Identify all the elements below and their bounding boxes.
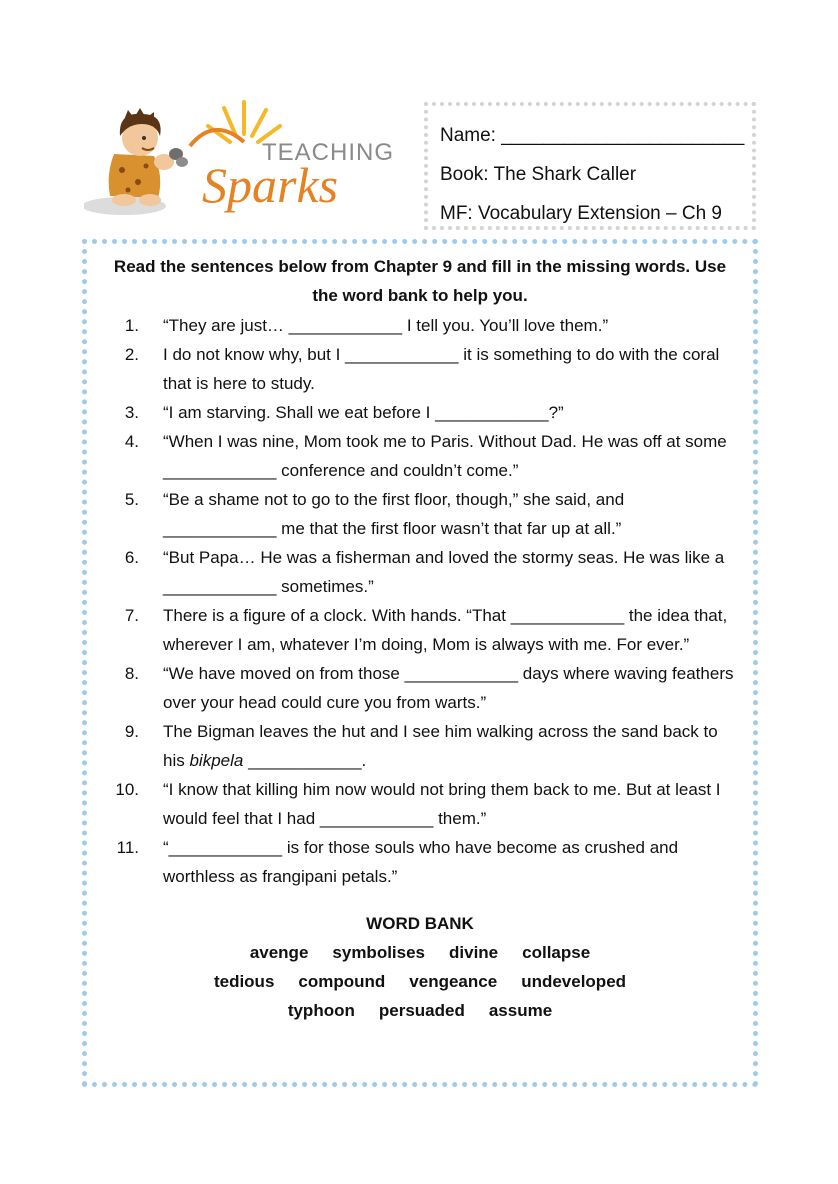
question-6 <box>99 543 741 601</box>
question-number: 11. <box>116 838 139 857</box>
question-text: I do not know why, but I ____________ it is something to do with the coral that is here to study. <box>163 345 720 393</box>
caveman-mascot-icon <box>84 96 396 222</box>
question-text: “Be a shame not to go to the first floor, though,” she said, and ____________ me that the first floor wasn’t that far up at all.” <box>163 490 625 538</box>
logo-sparks-text: Sparks <box>202 157 339 213</box>
question-text: “We have moved on from those ____________ days where waving feathers over your head could cure you from warts.” <box>163 664 734 712</box>
word-bank-row-3 <box>99 996 741 1025</box>
question-text-end: ____________. <box>243 751 367 770</box>
question-number: 6. <box>124 548 139 567</box>
word-bank-title: WORD BANK <box>366 914 474 933</box>
question-number: 10. <box>115 780 139 799</box>
question-4 <box>99 427 741 485</box>
word-bank-word: tedious <box>213 972 275 991</box>
word-bank-word: typhoon <box>287 1001 355 1020</box>
question-text: There is a figure of a clock. With hands. “That ____________ the idea that, wherever I am, whatever I’m doing, Mom is always with me. For ever.” <box>163 606 728 654</box>
question-1 <box>99 311 741 340</box>
question-text: “I am starving. Shall we eat before I ____________?” <box>163 403 564 422</box>
question-text: “They are just… ____________ I tell you. You’ll love them.” <box>163 316 609 335</box>
question-11 <box>99 833 741 891</box>
question-number: 5. <box>124 490 139 509</box>
question-3 <box>99 398 741 427</box>
book-label: Book: The Shark Caller <box>440 164 637 185</box>
question-list <box>99 311 741 891</box>
question-2 <box>99 340 741 398</box>
question-7 <box>99 601 741 659</box>
mf-label: MF: Vocabulary Extension – Ch 9 <box>440 203 722 224</box>
question-5 <box>99 485 741 543</box>
question-text: “When I was nine, Mom took me to Paris. Without Dad. He was off at some ____________ conference and couldn’t come.” <box>163 432 727 480</box>
student-info-box <box>424 102 756 230</box>
question-10 <box>99 775 741 833</box>
question-number: 9. <box>124 722 139 741</box>
word-bank-word: vengeance <box>409 972 498 991</box>
question-text: “____________ is for those souls who have become as crushed and worthless as frangipani petals.” <box>163 838 679 886</box>
question-number: 3. <box>124 403 139 422</box>
word-bank-word: collapse <box>522 943 591 962</box>
question-text: “But Papa… He was a fisherman and loved the stormy seas. He was like a ____________ sometimes.” <box>163 548 725 596</box>
worksheet-box <box>82 239 758 1087</box>
word-bank <box>99 909 741 1025</box>
instructions-text: Read the sentences below from Chapter 9 and fill in the missing words. Use the word bank to help you. <box>113 257 727 305</box>
question-text: “I know that killing him now would not bring them back to me. But at least I would feel that I had ____________ them.” <box>163 780 721 828</box>
question-8 <box>99 659 741 717</box>
name-field[interactable]: Name: _______________________ <box>440 125 745 146</box>
question-9 <box>99 717 741 775</box>
word-bank-word: undeveloped <box>521 972 627 991</box>
word-bank-word: symbolises <box>332 943 426 962</box>
question-number: 8. <box>124 664 139 683</box>
word-bank-word: compound <box>298 972 386 991</box>
word-bank-word: avenge <box>249 943 309 962</box>
logo-teaching-text: TEACHING <box>262 139 395 166</box>
word-bank-row-2 <box>99 967 741 996</box>
question-number: 2. <box>124 345 139 364</box>
word-bank-word: persuaded <box>378 1001 465 1020</box>
question-number: 4. <box>124 432 139 451</box>
question-text <box>163 717 741 775</box>
word-bank-word: divine <box>449 943 499 962</box>
question-number: 7. <box>124 606 139 625</box>
word-bank-row-1 <box>99 938 741 967</box>
question-text-start: The Bigman leaves the hut and I see him walking across the sand back to his <box>163 722 718 770</box>
teaching-sparks-logo <box>84 96 396 222</box>
word-bank-word: assume <box>488 1001 553 1020</box>
question-number: 1. <box>124 316 139 335</box>
italic-word: bikpela <box>189 751 244 770</box>
